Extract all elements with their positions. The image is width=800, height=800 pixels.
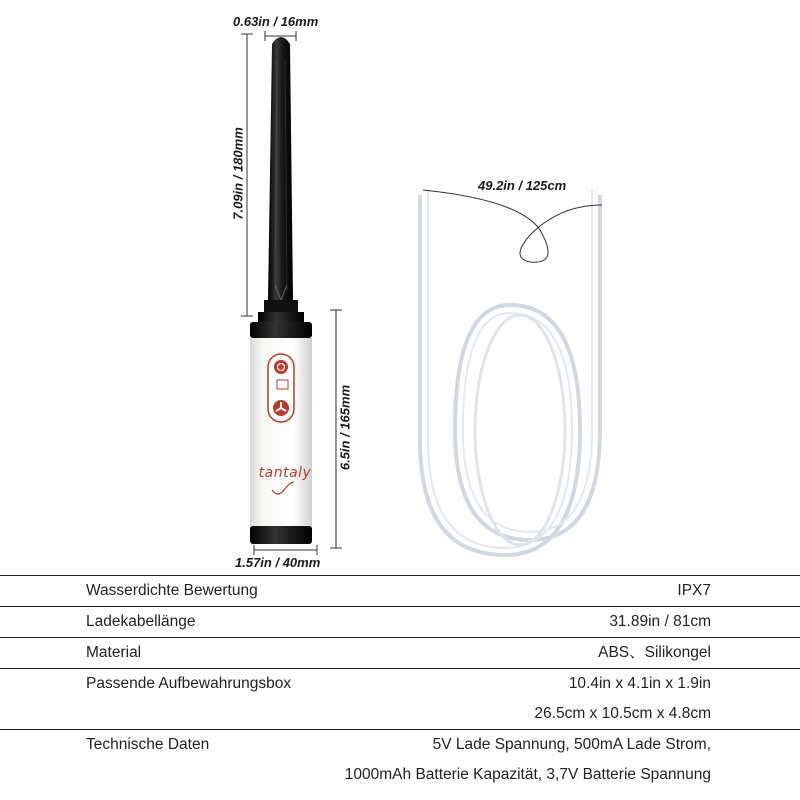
spec-label: Passende Aufbewahrungsbox xyxy=(86,675,292,692)
hose-length-label: 49.2in / 125cm xyxy=(478,178,567,193)
spec-label: Technische Daten xyxy=(86,736,210,753)
spec-line xyxy=(0,669,800,699)
nozzle xyxy=(258,37,304,322)
spec-value: ABS、Silikongel xyxy=(598,644,711,661)
spec-line xyxy=(0,730,800,760)
spec-line xyxy=(0,607,800,637)
spec-row xyxy=(0,606,800,637)
power-icon xyxy=(274,360,288,374)
spec-value: IPX7 xyxy=(677,582,711,599)
spec-table xyxy=(0,575,800,790)
hose-length-indicator xyxy=(423,190,602,262)
tip-width-label: 0.63in / 16mm xyxy=(233,14,319,29)
spec-row xyxy=(0,668,800,729)
nozzle-length-label: 7.09in / 180mm xyxy=(230,127,246,220)
body-width-label: 1.57in / 40mm xyxy=(235,555,321,570)
hose-illustration xyxy=(420,190,600,555)
spec-row xyxy=(0,637,800,668)
spec-label: Wasserdichte Bewertung xyxy=(86,582,258,599)
spec-line xyxy=(0,638,800,668)
spec-value: 1000mAh Batterie Kapazität, 3,7V Batterie Spannung xyxy=(344,766,711,783)
spec-line xyxy=(0,760,800,790)
spec-value: 10.4in x 4.1in x 1.9in xyxy=(568,675,711,692)
spec-line xyxy=(0,576,800,606)
spec-row xyxy=(0,575,800,606)
spec-line xyxy=(0,699,800,729)
brand-logo: tantaly xyxy=(258,465,312,481)
spec-value: 31.89in / 81cm xyxy=(609,613,711,630)
spec-row xyxy=(0,729,800,790)
spec-label: Material xyxy=(86,644,142,661)
body-length-label: 6.5in / 165mm xyxy=(337,384,353,471)
device-body xyxy=(250,322,312,544)
spec-value: 26.5cm x 10.5cm x 4.8cm xyxy=(534,705,711,722)
spec-label: Ladekabellänge xyxy=(86,613,196,630)
spec-value: 5V Lade Spannung, 500mA Lade Strom, xyxy=(432,736,711,753)
